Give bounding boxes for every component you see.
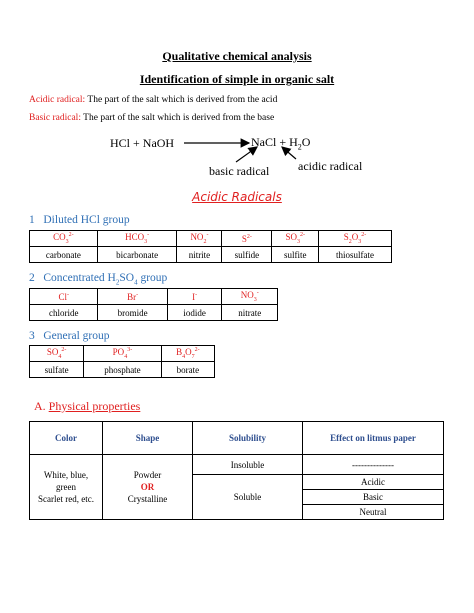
group-1-heading [29,214,130,226]
group-1-number: 1 [29,214,35,226]
acidic-radical-caption: acidic radical [298,159,363,173]
group-3-table [29,345,215,378]
table-cell: sulfate [30,362,84,378]
insoluble-cell: Insoluble [193,455,303,475]
document-title: Qualitative chemical analysis [162,49,312,63]
color-line: White, blue, [43,470,89,480]
ion-thiosulfate: $S_2O_3^{2-}$ [319,231,392,247]
table-row [30,455,444,475]
equation-right-part: NaCl + H [251,135,298,149]
group-2-name-row [30,305,278,321]
effect-neutral: Neutral [303,505,444,520]
ion-phosphate: $PO_4^{3-}$ [84,346,162,362]
acidic-radical-text: The part of the salt which is derived from the acid [85,95,278,105]
table-cell: thiosulfate [319,247,392,263]
table-cell: borate [161,362,214,378]
ion-borate: $B_4O_7^{2-}$ [161,346,214,362]
ion-chloride: Cl- [30,289,98,305]
document-subtitle: Identification of simple in organic salt [139,72,335,86]
group-3-heading [29,330,109,342]
table-cell: iodide [167,305,222,321]
acidic-radical-label: Acidic radical: [29,95,86,105]
ion-nitrite: $NO_2^-$ [177,231,222,247]
shape-line: Crystalline [127,494,168,504]
header-color: Color [30,422,103,455]
ion-carbonate: $CO_3^{2-}$ [30,231,98,247]
group-2-name-part: SO [119,272,135,284]
group-2-name: Concentrated H [43,272,116,284]
group-2-table [29,288,278,321]
group-3-name-row [30,362,215,378]
table-cell: nitrate [222,305,278,321]
group-2-ion-row [30,289,278,305]
shape-line: Powder [133,470,162,480]
basic-radical-label: Basic radical: [29,113,81,123]
group-1-table [29,230,392,263]
group-3-name: General group [43,330,110,342]
header-litmus: Effect on litmus paper [303,422,444,455]
header-shape: Shape [103,422,193,455]
table-cell: bromide [98,305,167,321]
effect-basic: Basic [303,490,444,505]
heading-text: Physical properties [48,399,141,413]
table-cell: phosphate [84,362,162,378]
color-line: Scarlet red, etc. [38,494,94,504]
equation-right-end: O [301,135,311,149]
group-3-ion-row [30,346,215,362]
insoluble-effect-cell: -------------- [303,455,444,475]
soluble-cell: Soluble [193,475,303,520]
physical-properties-table [29,421,444,520]
table-cell: carbonate [30,247,98,263]
group-2-heading [29,272,167,286]
ion-sulfite: $SO_3^{2-}$ [272,231,319,247]
group-2-subscript-2: 4 [134,278,138,287]
ion-sulfate: $SO_4^{2-}$ [30,346,84,362]
table-cell: chloride [30,305,98,321]
color-cell [30,455,103,520]
group-1-ion-row [30,231,392,247]
shape-cell [103,455,193,520]
equation-subscript: 2 [297,142,302,152]
acidic-radicals-heading: Acidic Radicals [192,190,282,204]
ion-nitrate: $NO_3^-$ [222,289,278,305]
equation-left: HCl + NaOH [110,136,175,150]
group-3-number: 3 [29,330,35,342]
heading-letter: A. [34,399,46,413]
table-cell: bicarbonate [97,247,177,263]
ion-sulfide: $S^{2-}$ [222,231,272,247]
table-cell: nitrite [177,247,222,263]
group-2-subscript: 2 [115,278,120,287]
equation-right [251,135,310,151]
ion-iodide: I- [167,289,222,305]
table-cell: sulfide [222,247,272,263]
group-1-name: Diluted HCl group [43,214,130,226]
header-solubility: Solubility [193,422,303,455]
ion-bromide: Br- [98,289,167,305]
color-line: green [56,482,76,492]
basic-radical-caption: basic radical [209,164,270,178]
shape-or: OR [140,482,155,492]
ion-bicarbonate: $HCO_3^-$ [97,231,177,247]
physical-properties-heading [34,399,140,414]
table-cell: sulfite [272,247,319,263]
group-2-name-end: group [137,272,168,284]
table-header-row [30,422,444,455]
group-2-number: 2 [29,272,35,284]
basic-radical-text: The part of the salt which is derived from the base [80,113,275,123]
group-1-name-row [30,247,392,263]
effect-acidic: Acidic [303,475,444,490]
